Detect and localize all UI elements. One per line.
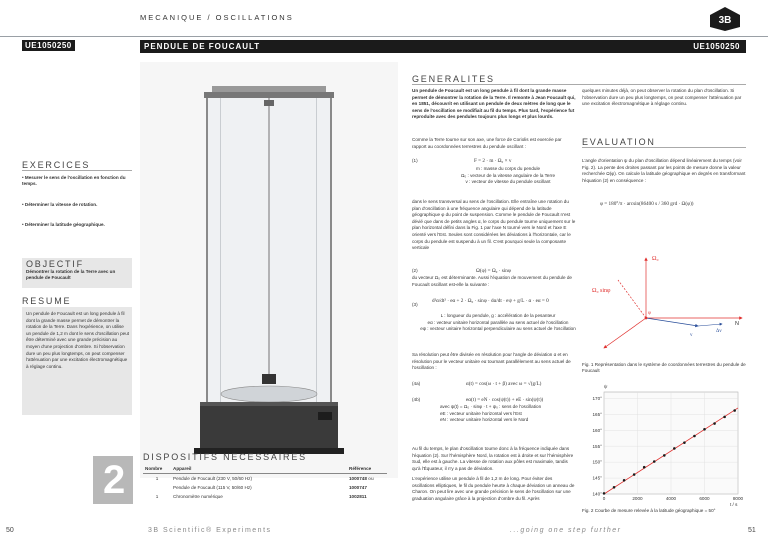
fig1-label-dv: Δv <box>716 329 722 334</box>
table-row <box>143 474 387 484</box>
exercise-text: Mesurer le sens de l'oscillation en fonction du temps. <box>22 175 126 187</box>
fig1-diagram <box>582 250 746 350</box>
footer-brand: 3B Scientific® Experiments <box>148 527 272 534</box>
evaluation-rule <box>582 147 746 148</box>
generalites-rule <box>412 84 746 85</box>
chart-x-tick-label: 4000 <box>665 496 677 501</box>
product-code-right: UE1050250 <box>693 41 740 51</box>
device-ref-number: 1002811 <box>349 494 367 499</box>
exercise-item: • Déterminer la vitesse de rotation. <box>22 201 98 207</box>
chart-x-tick-label: 2000 <box>632 496 643 501</box>
exercise-item: • Mesurer le sens de l'oscillation en fonction du temps. <box>22 175 126 187</box>
section-dispositifs: DISPOSITIFS NECESSAIRES <box>143 452 307 462</box>
devices-table <box>143 464 387 501</box>
col-header-appareil: Appareil <box>171 464 347 474</box>
chart-point <box>693 435 696 438</box>
eq3-formula: d²α/dt² · eα + 2 · Ω₀ · sinφ · dα/dt · eψ + g/L · α · eα = 0 <box>432 298 549 304</box>
chart-y-tick-label: 150° <box>592 459 602 465</box>
section-evaluation: EVALUATION <box>582 137 656 147</box>
chart-x-tick-label: 0 <box>602 496 606 501</box>
eq2-number: (2) <box>412 268 418 273</box>
eq4a-formula: α(t) = cos(ω · t + β) avec ω = √(g/L) <box>466 381 542 387</box>
eq3-number: (3) <box>412 302 418 307</box>
section-resume: RESUME <box>22 296 72 306</box>
resume-box <box>22 307 132 415</box>
eq3-def: L : longueur du pendule, g : accélération de la pesanteur <box>440 313 556 318</box>
device-ref <box>347 474 387 484</box>
objectif-text: Démontrer la rotation de la Terre avec un pendule de Foucault <box>26 269 116 281</box>
section-objectif: OBJECTIF <box>26 259 84 269</box>
chart-point <box>703 428 706 431</box>
device-count: 1 <box>155 476 159 481</box>
exercise-item: • Déterminer la latitude géographique. <box>22 222 105 228</box>
eq3-defs <box>420 313 576 333</box>
eq1-defs <box>440 166 576 186</box>
category-header: MECANIQUE / OSCILLATIONS <box>140 13 294 22</box>
device-ref <box>347 492 387 501</box>
col-header-nombre: Nombre <box>143 464 171 474</box>
fig2-caption: Fig. 2 Courbe de mesure relevée à la latitude géographique = 50° <box>582 508 716 513</box>
fig1-label-omega0: Ω₀ <box>652 256 659 262</box>
badge-number: 2 <box>103 458 126 502</box>
device-ref-number: 1000747 <box>349 485 367 490</box>
device-count <box>143 483 171 492</box>
chart-y-tick-label: 140° <box>592 491 602 497</box>
chart-point <box>733 409 736 412</box>
device-ref-number: 1000748 <box>349 476 367 481</box>
header-divider <box>0 36 768 37</box>
fig1-label-n: N <box>735 321 739 327</box>
eq4b-formula: eα(t) = eN · cos(ψ(t)) + eE · sin(ψ(t)) <box>466 397 544 403</box>
chart-y-tick-label: 160° <box>592 427 602 433</box>
apparatus-photo <box>140 62 398 478</box>
eq4b-number: (4b) <box>412 397 421 402</box>
eq1-number: (1) <box>412 158 418 163</box>
footer-slogan: ...going one step further <box>510 527 622 534</box>
device-name: Pendule de Foucault (230 V, 50/60 Hz) <box>173 476 252 481</box>
device-ref <box>347 483 387 492</box>
fig1-label-omega-sin: Ω₀ sinφ <box>592 288 611 294</box>
fig1-label-v: v <box>690 333 693 338</box>
col-header-reference: Référence <box>347 464 387 474</box>
section-exercices: EXERCICES <box>22 160 91 170</box>
generalites-intro: Un pendule de Foucault est un long pendule à fil dont la grande masse permet de démontrer la rotation de la Terre. Il remonte à Jean Foucault qui, en 1851, découvrit en utilisant un pendule de deux mètres de long que le sens de l'oscillation se modifiait au fil du temps. Plus tard, l'expérience fut reproduite avec des pendules toujours plus longs et plus lourds. <box>412 88 576 120</box>
eq4b-def: eN : vecteur unitaire horizontal vers le Nord <box>440 417 529 423</box>
table-header-row <box>143 464 387 474</box>
chart-y-tick-label: 155° <box>592 443 602 449</box>
device-name: Chronomètre numérique <box>173 494 223 499</box>
evaluation-text: L'angle d'orientation ψ du plan d'oscillation dépend linéairement du temps (voir Fig. 2). La pente des droites passant par les points de mesure donne la valeur recherchée Ω(φ). On calcule la latitude géographique en degrés en transformant l'équation (2) en conséquence : <box>582 158 746 183</box>
para-after-eq1: dans le sens transversal au sens de l'oscillation. Elle entraîne une rotation du plan d'oscillation à une fréquence angulaire qui dépend de la latitude géographique φ du point de suspension. Comme le pendule de Foucault n'est dévié que dans de petits angles α, le corps du pendule tourne uniquement sur le plan horizontal défini dans la Fig. 1 par l'axe N tourné vers le Nord et l'axe E orienté vers l'Est. Seules sont considérées les déviations à l'horizontale, car le corps du pendule est suspendu à un fil. C'est pourquoi seule la composante verticale <box>412 199 576 251</box>
eq3-def: eα : vecteur unitaire horizontal parallèle au sens actuel de l'oscillation <box>427 319 569 325</box>
chart-point <box>603 492 606 495</box>
eq1-def: Ω₀ : vecteur de la vitesse angulaire de la Terre <box>460 172 556 178</box>
section-generalites: GENERALITES <box>412 74 495 84</box>
para-final: Au fil du temps, le plan d'oscillation tourne donc à la fréquence indiquée dans l'équation (2). Sur l'hémisphère Nord, la rotation est à droite et sur l'hémisphère Sud, elle est à gauche. La vitesse de rotation aux pôles est maximale, tandis qu'à l'Équateur, il n'y a pas de déviation. <box>412 446 574 471</box>
chart-point <box>673 447 676 450</box>
resume-text: Un pendule de Foucault est un long pendule à fil dont la grande masse permet de démontrer la rotation de la Terre. Dans l'expérience, on utilise un pendule de 1,2 m dont le sens d'oscillation peut être déterminé avec une grande précision au moyen d'une projection d'ombre. Si l'observation dure un peu plus longtemps, on peut compenser l'atténuation par une excitation électromagnétique à réglage continu. <box>26 311 130 369</box>
exercices-list <box>22 175 132 238</box>
exercices-rule <box>22 170 132 171</box>
section-number-badge <box>93 456 133 504</box>
chart-y-label: ψ <box>604 384 608 390</box>
eq1-def: m : masse du corps du pendule <box>475 166 541 171</box>
table-row <box>143 492 387 501</box>
chart-point <box>713 422 716 425</box>
chart-point <box>613 486 616 489</box>
title-bar <box>140 40 746 53</box>
eq1-def: v : vecteur de vitesse du pendule oscillant <box>465 179 551 185</box>
brand-logo <box>708 6 742 32</box>
chart-point <box>683 441 686 444</box>
page-title: PENDULE DE FOUCAULT <box>144 41 261 51</box>
para-experiment: L'expérience utilise un pendule à fil de 1,2 m de long. Pour éviter des oscillations elliptiques, le fil du pendule heurte à chaque déviation un anneau de Charon. On peut lire avec une grande précision le sens de l'oscillation sur une graduation angulaire grâce à la projection d'ombre du fil. Après <box>412 476 575 501</box>
eq3-def: eψ : vecteur unitaire horizontal perpendiculaire au sens actuel de l'oscillation <box>420 326 576 332</box>
chart-point <box>633 473 636 476</box>
eq1-formula: F = 2 · m · Ω₀ × v <box>474 158 512 164</box>
device-count: 1 <box>155 494 159 499</box>
chart-point <box>663 454 666 457</box>
eq2-formula: Ω(φ) = Ω₀ · sinφ <box>476 268 511 274</box>
logo-text: 3B <box>718 15 732 26</box>
chart-x-tick-label: 6000 <box>699 496 710 501</box>
chart-point <box>653 460 656 463</box>
table-row <box>143 483 387 492</box>
eq4b-def: eE : vecteur unitaire horizontal vers l'Est <box>440 410 522 416</box>
eq4a-number: (4a) <box>412 381 421 386</box>
product-code-left: UE1050250 <box>22 40 75 51</box>
generalites-right-text: quelques minutes déjà, on peut observer la rotation du plan d'oscillation. Si l'observation dure un peu plus longtemps, on peut compenser l'atténuation par une excitation électromagnétique à réglage continu. <box>582 88 742 107</box>
chart-y-tick-label: 170° <box>592 395 602 401</box>
eq4b-defs <box>440 404 576 424</box>
device-ref-alt: ou <box>368 476 374 481</box>
objectif-box <box>22 258 132 288</box>
fig1-label-phi: φ <box>648 311 651 316</box>
page-number-left: 50 <box>6 527 14 534</box>
chart-y-tick-label: 145° <box>592 475 602 481</box>
fig2-chart <box>582 382 746 506</box>
eq2-text: du vecteur Ω₀ est déterminante. Aussi l'équation de mouvement du pendule de Foucault oscillant est-elle la suivante : <box>412 275 572 287</box>
coriolis-intro: Comme la Terre tourne sur son axe, une force de Coriolis est exercée par rapport au coordonnées terrestres du pendule oscillant : <box>412 137 562 149</box>
page-number-right: 51 <box>748 527 756 534</box>
fig1-caption: Fig. 1 Représentation dans le système de coordonnées terrestres du pendule de Foucault <box>582 362 746 374</box>
chart-x-label: t / s <box>730 502 738 506</box>
exercise-text: Déterminer la latitude géographique. <box>24 222 105 228</box>
device-name: Pendule de Foucault (115 V, 50/60 Hz) <box>173 485 252 490</box>
para-after-eq3: Sa résolution peut être divisée en résolution pour l'angle de déviation α et en résolution pour le vecteur unitaire eα tournant parallèlement au sens actuel de l'oscillation : <box>412 352 571 371</box>
chart-x-tick-label: 8000 <box>732 496 744 501</box>
chart-point <box>723 416 726 419</box>
eq4b-def: avec ψ(t) = Ω₀ · sinφ · t + ψ₀ : sens de l'oscillation <box>440 404 542 409</box>
chart-y-tick-label: 165° <box>592 411 602 417</box>
evaluation-formula: φ = 180°/π · arcsin(86400 s / 360 grd · Ω(φ)) <box>600 201 694 207</box>
exercise-text: Déterminer la vitesse de rotation. <box>24 201 98 207</box>
chart-point <box>623 479 626 482</box>
chart-point <box>643 466 646 469</box>
